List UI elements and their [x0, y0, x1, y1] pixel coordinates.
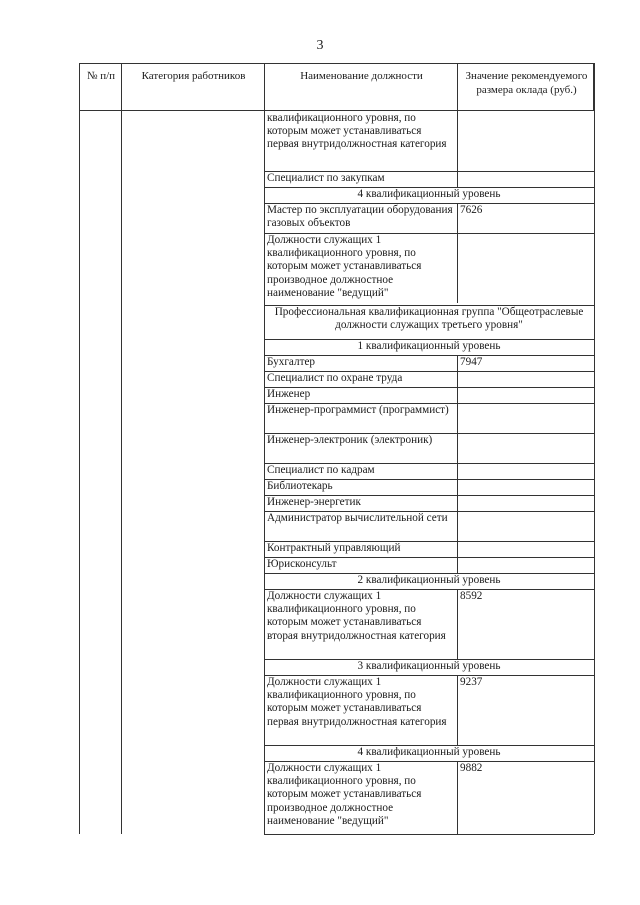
table-header [79, 63, 594, 110]
position-name: квалификационного уровня, по которым может устанавливаться первая внутридолжностная категория [267, 112, 447, 151]
level-row [79, 745, 594, 761]
table-row [79, 675, 594, 745]
grid-line [264, 463, 594, 464]
position-name: Должности служащих 1 квалификационного уровня, по которым может устанавливаться первая внутридолжностная категория [267, 676, 447, 728]
table-row [79, 433, 594, 463]
grid-line [264, 511, 594, 512]
grid-line [457, 495, 458, 511]
position-name: Юрисконсульт [267, 558, 337, 570]
grid-line [264, 203, 594, 204]
grid-line [264, 745, 594, 746]
position-name: Должности служащих 1 квалификационного уровня, по которым может устанавливаться производное должностное наименование "ведущий" [267, 762, 422, 827]
grid-line [264, 834, 594, 835]
table-row [79, 355, 594, 371]
table-row [79, 171, 594, 187]
grid-line [264, 233, 594, 234]
grid-line [264, 573, 594, 574]
table-row [79, 479, 594, 495]
grid-line [457, 589, 458, 659]
position-name: Должности служащих 1 квалификационного уровня, по которым может устанавливаться вторая внутридолжностная категория [267, 590, 446, 642]
qualification-level: 3 квалификационный уровень [357, 660, 501, 672]
table-row [79, 541, 594, 557]
grid-line [264, 187, 594, 188]
level-row [79, 573, 594, 589]
grid-line [79, 110, 594, 111]
position-name: Мастер по эксплуатации оборудования газовых объектов [267, 204, 453, 230]
header-category: Категория работников [141, 70, 246, 82]
grid-line [264, 495, 594, 496]
position-name: Инженер-энергетик [267, 496, 361, 508]
salary-value: 7947 [460, 356, 483, 368]
qualification-group: Профессиональная квалификационная группа "Общеотраслевые должности служащих третьего уровня" [274, 306, 584, 332]
grid-line [457, 433, 458, 463]
grid-line [264, 589, 594, 590]
grid-line [264, 339, 594, 340]
position-name: Инженер [267, 388, 311, 400]
table-row [79, 495, 594, 511]
salary-value: 8592 [460, 590, 483, 602]
grid-line [457, 111, 458, 171]
salary-value: 7626 [460, 204, 483, 216]
qualification-level: 2 квалификационный уровень [357, 574, 501, 586]
grid-line [264, 403, 594, 404]
grid-line [264, 355, 594, 356]
grid-line [264, 371, 594, 372]
grid-line [457, 541, 458, 557]
position-name: Специалист по кадрам [267, 464, 375, 476]
table-row [79, 371, 594, 387]
table-row [79, 203, 594, 233]
grid-line [121, 63, 122, 834]
table-row [79, 511, 594, 541]
position-name: Специалист по закупкам [267, 172, 385, 184]
grid-line [264, 305, 594, 306]
table-row [79, 761, 594, 834]
table-row [79, 403, 594, 433]
grid-line [264, 675, 594, 676]
grid-line [457, 371, 458, 387]
table-row [79, 387, 594, 403]
grid-line [457, 233, 458, 303]
page-number: 3 [316, 38, 324, 53]
group-row [79, 305, 594, 339]
grid-line [264, 659, 594, 660]
qualification-level: 1 квалификационный уровень [357, 340, 501, 352]
table-row [79, 233, 594, 303]
grid-line [457, 463, 458, 479]
header-num: № п/п [86, 70, 116, 82]
grid-line [264, 171, 594, 172]
position-name: Бухгалтер [267, 356, 316, 368]
grid-line [457, 63, 458, 111]
position-name: Инженер-программист (программист) [267, 404, 449, 416]
level-row [79, 187, 594, 203]
grid-line [457, 203, 458, 233]
position-name: Библиотекарь [267, 480, 333, 492]
grid-line [264, 433, 594, 434]
grid-line [79, 63, 80, 834]
grid-line [264, 63, 265, 834]
position-name: Администратор вычислительной сети [267, 512, 448, 524]
level-row [79, 659, 594, 675]
grid-line [457, 761, 458, 834]
grid-line [457, 355, 458, 371]
position-name: Должности служащих 1 квалификационного уровня, по которым может устанавливаться производное должностное наименование "ведущий" [267, 234, 422, 299]
salary-value: 9882 [460, 762, 483, 774]
position-name: Контрактный управляющий [267, 542, 401, 554]
grid-line [457, 171, 458, 187]
header-salary: Значение рекомендуемого размера оклада (руб.) [465, 70, 588, 96]
qualification-level: 4 квалификационный уровень [357, 746, 501, 758]
grid-line [457, 675, 458, 745]
level-row [79, 339, 594, 355]
table-row [79, 111, 594, 171]
grid-line [457, 403, 458, 433]
table-row [79, 463, 594, 479]
grid-line [457, 387, 458, 403]
salary-value: 9237 [460, 676, 483, 688]
grid-line [264, 387, 594, 388]
table-row [79, 589, 594, 659]
grid-line [457, 511, 458, 541]
position-name: Инженер-электроник (электроник) [267, 434, 433, 446]
grid-line [457, 479, 458, 495]
qualification-level: 4 квалификационный уровень [357, 188, 501, 200]
header-position: Наименование должности [300, 70, 423, 82]
grid-line [457, 557, 458, 573]
grid-line [264, 479, 594, 480]
position-name: Специалист по охране труда [267, 372, 403, 384]
grid-line [594, 63, 595, 834]
grid-line [264, 761, 594, 762]
grid-line [264, 557, 594, 558]
table-row [79, 557, 594, 573]
grid-line [264, 541, 594, 542]
